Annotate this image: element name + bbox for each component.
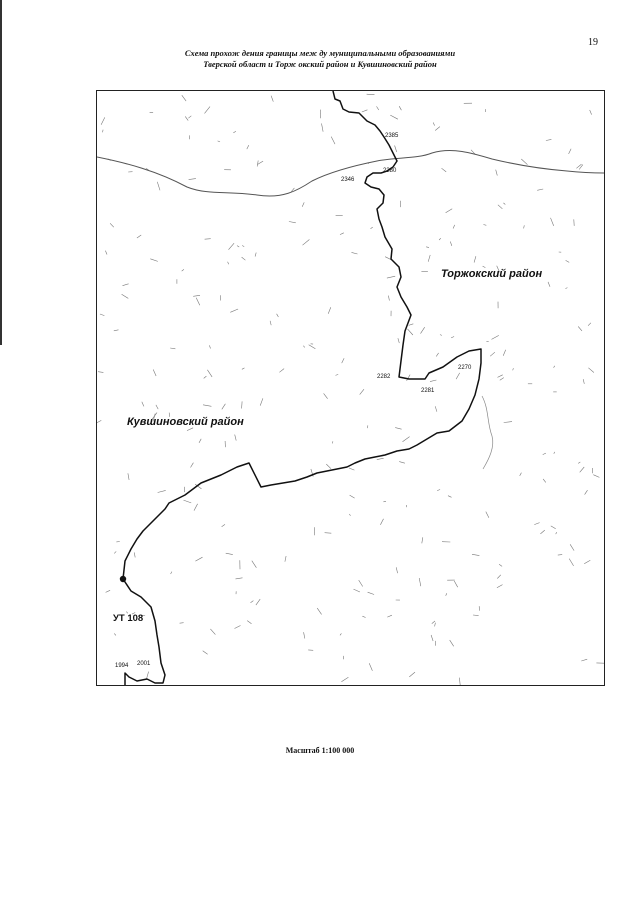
terrain-mark: [251, 601, 254, 603]
terrain-mark: [368, 592, 375, 594]
terrain-mark: [569, 559, 573, 566]
terrain-mark: [252, 561, 257, 568]
terrain-mark: [432, 621, 435, 624]
terrain-mark: [409, 672, 415, 677]
terrain-mark: [513, 368, 514, 370]
terrain-mark: [440, 335, 442, 336]
terrain-mark: [188, 116, 191, 118]
terrain-mark: [585, 490, 588, 494]
terrain-mark: [566, 260, 570, 262]
terrain-mark: [260, 398, 263, 405]
terrain-mark: [228, 262, 229, 265]
terrain-mark: [399, 106, 401, 110]
terrain-mark: [235, 626, 241, 629]
terrain-mark: [114, 551, 116, 553]
terrain-mark: [390, 115, 398, 119]
terrain-mark: [340, 633, 341, 635]
terrain-mark: [399, 462, 405, 464]
terrain-mark: [170, 348, 175, 349]
terrain-mark: [184, 500, 192, 503]
terrain-mark: [473, 615, 479, 616]
map-title-line-1: Схема прохож дения границы меж ду муниципальными образованиями: [184, 48, 456, 58]
terrain-mark: [226, 553, 233, 554]
terrain-mark: [497, 575, 501, 579]
terrain-mark: [309, 345, 316, 349]
vertex-label: 2380: [383, 168, 397, 174]
terrain-mark: [498, 375, 503, 378]
terrain-mark: [436, 353, 438, 357]
terrain-mark: [419, 578, 421, 586]
terrain-mark: [371, 227, 373, 229]
terrain-mark: [409, 324, 414, 326]
terrain-mark: [486, 512, 489, 518]
terrain-mark: [474, 256, 476, 262]
terrain-mark: [395, 146, 397, 153]
river-line: [97, 151, 605, 197]
terrain-mark: [199, 439, 201, 443]
terrain-mark: [435, 406, 437, 411]
terrain-mark: [304, 632, 305, 638]
terrain-mark: [182, 95, 186, 101]
river-tributary: [482, 396, 493, 469]
kuvshinovo-district-label: Кувшиновский район: [127, 416, 244, 428]
terrain-mark: [569, 149, 572, 154]
terrain-mark: [289, 222, 296, 223]
terrain-mark: [537, 189, 543, 190]
terrain-mark: [554, 452, 555, 454]
terrain-mark: [105, 251, 107, 255]
terrain-mark: [157, 182, 160, 191]
terrain-mark: [388, 296, 389, 301]
terrain-mark: [236, 578, 243, 579]
terrain-mark: [578, 327, 582, 331]
vertex-label: 1994: [115, 663, 129, 669]
terrain-mark: [408, 329, 413, 335]
terrain-mark: [341, 677, 348, 682]
terrain-mark: [421, 327, 425, 333]
terrain-mark: [180, 623, 184, 624]
terrain-mark: [324, 393, 328, 398]
survey-point-marker: [120, 576, 126, 582]
terrain-mark: [503, 203, 505, 205]
terrain-mark: [233, 131, 236, 133]
terrain-mark: [570, 544, 574, 550]
terrain-mark: [459, 678, 460, 686]
terrain-mark: [336, 374, 339, 375]
terrain-mark: [270, 321, 271, 325]
terrain-mark: [354, 589, 360, 592]
terrain-mark: [230, 309, 238, 312]
terrain-mark: [380, 519, 383, 525]
terrain-mark: [110, 223, 114, 227]
terrain-mark: [128, 473, 129, 480]
terrain-mark: [349, 514, 350, 516]
terrain-mark: [171, 572, 172, 574]
terrain-mark: [98, 372, 103, 373]
terrain-mark: [237, 246, 239, 247]
terrain-mark: [229, 243, 235, 250]
terrain-mark: [218, 141, 220, 142]
terrain-mark: [209, 345, 210, 348]
terrain-mark: [578, 462, 580, 463]
terrain-mark: [499, 564, 502, 566]
terrain-mark: [158, 490, 166, 492]
terrain-mark: [350, 495, 355, 498]
terrain-mark: [446, 209, 453, 213]
terrain-mark: [222, 524, 225, 526]
terrain-mark: [222, 404, 226, 410]
terrain-mark: [123, 284, 129, 286]
terrain-mark: [426, 247, 429, 248]
terrain-mark: [255, 253, 256, 257]
vertex-label: 2001: [137, 661, 151, 667]
terrain-mark: [242, 401, 243, 408]
terrain-mark: [122, 294, 129, 298]
terrain-mark: [551, 526, 556, 529]
terrain-mark: [242, 257, 246, 260]
terrain-mark: [448, 496, 452, 498]
terrain-mark: [431, 635, 433, 641]
terrain-mark: [191, 463, 194, 468]
terrain-mark: [331, 137, 335, 145]
terrain-mark: [349, 468, 355, 470]
terrain-mark: [304, 346, 305, 348]
terrain-mark: [407, 375, 411, 381]
vertex-label: 2346: [341, 177, 355, 183]
terrain-mark: [504, 422, 512, 423]
terrain-mark: [242, 368, 245, 369]
vertex-label: 2270: [458, 365, 472, 371]
terrain-mark: [396, 567, 397, 573]
terrain-mark: [395, 428, 401, 430]
terrain-mark: [147, 672, 149, 679]
terrain-mark: [247, 621, 251, 624]
terrain-mark: [205, 107, 211, 114]
terrain-mark: [556, 532, 557, 534]
terrain-mark: [496, 170, 498, 176]
map-scale: Масштаб 1:100 000: [285, 746, 355, 755]
terrain-mark: [271, 96, 273, 102]
map-canvas: [97, 91, 605, 686]
terrain-mark: [210, 629, 215, 635]
terrain-mark: [322, 123, 324, 131]
terrain-mark: [103, 130, 104, 133]
terrain-mark: [430, 380, 436, 382]
terrain-mark: [503, 350, 506, 356]
terrain-mark: [342, 358, 344, 363]
terrain-mark: [500, 378, 504, 381]
terrain-mark: [205, 239, 211, 240]
terrain-mark: [451, 337, 454, 338]
terrain-mark: [326, 464, 331, 469]
terrain-mark: [428, 255, 430, 262]
terrain-mark: [454, 581, 458, 587]
vertex-label: 2281: [421, 388, 435, 394]
terrain-mark: [196, 298, 200, 306]
terrain-mark: [387, 615, 392, 617]
terrain-mark: [593, 475, 599, 478]
terrain-mark: [497, 585, 503, 588]
terrain-mark: [303, 240, 310, 246]
terrain-mark: [203, 405, 211, 407]
terrain-mark: [185, 116, 188, 120]
terrain-mark: [403, 437, 410, 442]
terrain-mark: [182, 269, 184, 271]
terrain-mark: [332, 441, 333, 443]
terrain-mark: [548, 282, 550, 287]
terrain-mark: [543, 479, 546, 483]
terrain-mark: [498, 205, 503, 209]
terrain-mark: [204, 376, 207, 378]
terrain-mark: [450, 640, 454, 646]
terrain-mark: [194, 504, 198, 511]
terrain-mark: [277, 314, 279, 317]
terrain-mark: [521, 159, 527, 165]
terrain-mark: [583, 379, 584, 384]
terrain-mark: [195, 557, 202, 561]
terrain-mark: [114, 330, 119, 331]
terrain-mark: [456, 373, 460, 379]
terrain-mark: [398, 338, 399, 343]
terrain-mark: [360, 389, 364, 394]
terrain-mark: [279, 369, 284, 373]
page-edge-shadow: [0, 0, 2, 345]
terrain-mark: [302, 202, 304, 206]
terrain-mark: [257, 161, 258, 167]
terrain-mark: [565, 288, 567, 289]
terrain-mark: [106, 590, 111, 592]
terrain-mark: [285, 556, 286, 562]
vertex-label: 2282: [377, 374, 391, 380]
terrain-mark: [540, 530, 544, 534]
terrain-mark: [446, 593, 447, 596]
terrain-mark: [153, 370, 156, 377]
terrain-mark: [590, 110, 592, 115]
terrain-mark: [362, 110, 368, 112]
terrain-mark: [242, 246, 244, 247]
terrain-mark: [383, 501, 386, 502]
terrain-mark: [325, 533, 332, 534]
terrain-mark: [453, 225, 455, 229]
terrain-mark: [490, 352, 495, 356]
terrain-mark: [435, 127, 440, 131]
terrain-mark: [328, 307, 331, 313]
terrain-mark: [584, 560, 590, 564]
terrain-mark: [558, 555, 562, 556]
terrain-mark: [492, 335, 499, 339]
terrain-mark: [142, 402, 144, 407]
terrain-mark: [377, 458, 384, 459]
terrain-mark: [235, 435, 237, 441]
page-number: 19: [588, 37, 598, 48]
terrain-mark: [362, 616, 365, 617]
terrain-mark: [193, 295, 200, 296]
terrain-mark: [472, 554, 479, 555]
terrain-mark: [437, 490, 440, 491]
terrain-mark: [524, 225, 525, 228]
terrain-mark: [317, 608, 321, 614]
terrain-mark: [352, 252, 358, 254]
vertex-label: 2385: [385, 133, 399, 139]
terrain-mark: [433, 123, 434, 126]
terrain-mark: [97, 420, 101, 424]
map-frame: [96, 90, 605, 686]
terrain-mark: [534, 523, 539, 525]
terrain-mark: [156, 405, 158, 409]
terrain-mark: [435, 623, 436, 627]
terrain-mark: [439, 238, 441, 240]
terrain-mark: [100, 314, 105, 316]
terrain-mark: [546, 139, 552, 140]
terrain-mark: [256, 599, 260, 605]
terrain-mark: [543, 453, 546, 455]
map-title-line-2: Тверской област и Торж окский район и Кувшиновский район: [203, 59, 437, 69]
terrain-mark: [114, 634, 116, 636]
terrain-mark: [581, 659, 587, 661]
terrain-mark: [150, 259, 158, 262]
terrain-mark: [369, 663, 372, 671]
terrain-mark: [442, 168, 447, 172]
terrain-mark: [588, 368, 594, 373]
terrain-mark: [554, 366, 555, 368]
terrain-mark: [580, 467, 585, 472]
terrain-mark: [387, 276, 395, 278]
terrain-mark: [101, 117, 105, 124]
terrain-mark: [189, 179, 196, 180]
terrain-mark: [134, 552, 135, 557]
terrain-mark: [137, 235, 141, 238]
terrain-mark: [588, 323, 591, 326]
terrain-mark: [450, 242, 452, 246]
terrain-mark: [359, 580, 363, 586]
terrain-mark: [520, 473, 522, 476]
terrain-mark: [187, 428, 193, 431]
survey-point-label: УТ 108: [113, 613, 144, 624]
terrain-mark: [203, 651, 208, 655]
terrain-mark: [551, 218, 554, 226]
terrain-mark: [367, 94, 375, 95]
terrain-mark: [207, 370, 212, 377]
terrain-mark: [340, 233, 344, 235]
torzhok-district-label: Торжокский район: [441, 268, 543, 280]
terrain-mark: [483, 225, 486, 226]
terrain-mark: [422, 537, 423, 543]
terrain-mark: [247, 145, 249, 149]
terrain-mark: [377, 106, 379, 110]
